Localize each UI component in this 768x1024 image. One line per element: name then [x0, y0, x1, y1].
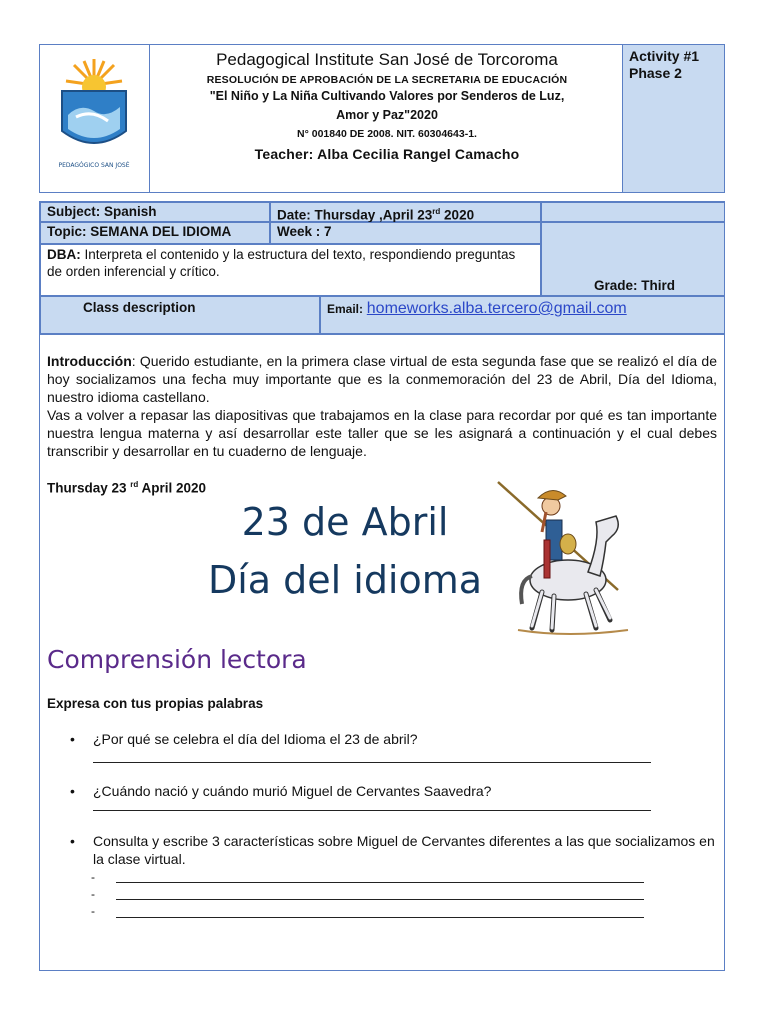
answer-line-1[interactable] [93, 762, 651, 763]
date-year: 2020 [440, 207, 475, 223]
class-description-cell: Class description [40, 296, 320, 334]
intro-label: Introducción [47, 353, 132, 369]
question-3 [70, 832, 720, 868]
banner-line-1: 23 de Abril [241, 500, 449, 544]
subject-cell: Subject: Spanish [40, 202, 270, 222]
dash-3: - [91, 904, 95, 918]
answer-line-4[interactable] [116, 899, 644, 900]
institute-name: Pedagogical Institute San José de Torcoroma [216, 50, 558, 69]
svg-text:PEDAGÓGICO SAN JOSÉ: PEDAGÓGICO SAN JOSÉ [58, 162, 130, 169]
bullet-3: • [70, 833, 75, 849]
dba-cell [40, 244, 541, 296]
question-2 [70, 782, 720, 800]
date-text: Date: Thursday ,April 23 [277, 207, 433, 223]
email-link[interactable]: homeworks.alba.tercero@gmail.com [366, 300, 627, 317]
date-heading-pre: Thursday 23 [47, 480, 131, 496]
nit-line: N° 001840 DE 2008. NIT. 60304643-1. [297, 128, 477, 140]
question-3-text: Consulta y escribe 3 características sobre Miguel de Cervantes diferentes a las que socializamos en la clase virtual. [93, 833, 715, 867]
question-1-text: ¿Por qué se celebra el día del Idioma el 23 de abril? [93, 731, 418, 747]
intro-text-1: : Querido estudiante, en la primera clase virtual de esta segunda fase que se realizó el día de hoy socializamos una fecha muy importante que es la conmemoración del 23 de Abril, Día del Idioma, nuestro idioma castellano. [47, 353, 717, 405]
grade-label: Grade: Third [594, 278, 676, 293]
date-sup: rd [432, 207, 441, 216]
resolution-line: RESOLUCIÓN DE APROBACIÓN DE LA SECRETARIA DE EDUCACIÓN [206, 74, 568, 86]
school-logo [40, 45, 150, 192]
answer-line-5[interactable] [116, 917, 644, 918]
date-heading [47, 480, 206, 496]
teacher-name: Teacher: Alba Cecilia Rangel Camacho [254, 146, 520, 162]
section-title: Comprensión lectora [47, 645, 307, 674]
activity-label: Activity #1 [629, 48, 700, 64]
introduction [47, 352, 717, 460]
bullet-1: • [70, 731, 75, 747]
email-label: Email: [327, 302, 364, 316]
answer-line-3[interactable] [116, 882, 644, 883]
bullet-2: • [70, 783, 75, 799]
instruction-text: Expresa con tus propias palabras [47, 696, 264, 711]
header-text [150, 45, 624, 192]
activity-box [622, 45, 724, 192]
dba-text: Interpreta el contenido y la estructura del texto, respondiendo preguntas de orden inferencial y crítico. [47, 247, 516, 279]
question-1 [70, 730, 720, 748]
date-heading-post: April 2020 [138, 480, 207, 496]
blank-cell [541, 202, 725, 222]
email-cell [320, 296, 725, 334]
week-cell: Week : 7 [270, 222, 541, 244]
motto-line-1: "El Niño y La Niña Cultivando Valores por Senderos de Luz, [209, 89, 565, 103]
banner-line-2: Día del idioma [207, 558, 483, 602]
phase-label: Phase 2 [629, 65, 682, 81]
motto-line-2: Amor y Paz"2020 [336, 108, 438, 122]
info-table [39, 201, 725, 335]
date-cell [270, 202, 541, 222]
date-heading-sup: rd [130, 480, 139, 489]
intro-para-2: Vas a volver a repasar las diapositivas que trabajamos en la clase para recordar por qué es tan importante nuestra lengua materna y así desarrollar este taller que se les asignará a continuación y el cual debes transcribir y desarrollar en tu cuaderno de lenguaje. [47, 407, 717, 459]
topic-cell: Topic: SEMANA DEL IDIOMA [40, 222, 270, 244]
don-quixote-illustration [488, 480, 638, 640]
answer-line-2[interactable] [93, 810, 651, 811]
intro-para-1 [47, 352, 717, 406]
question-2-text: ¿Cuándo nació y cuándo murió Miguel de Cervantes Saavedra? [93, 783, 492, 799]
header-box [39, 44, 725, 193]
dash-2: - [91, 887, 95, 901]
dba-label: DBA: [47, 247, 81, 262]
dash-1: - [91, 870, 95, 884]
grade-cell [541, 222, 725, 296]
